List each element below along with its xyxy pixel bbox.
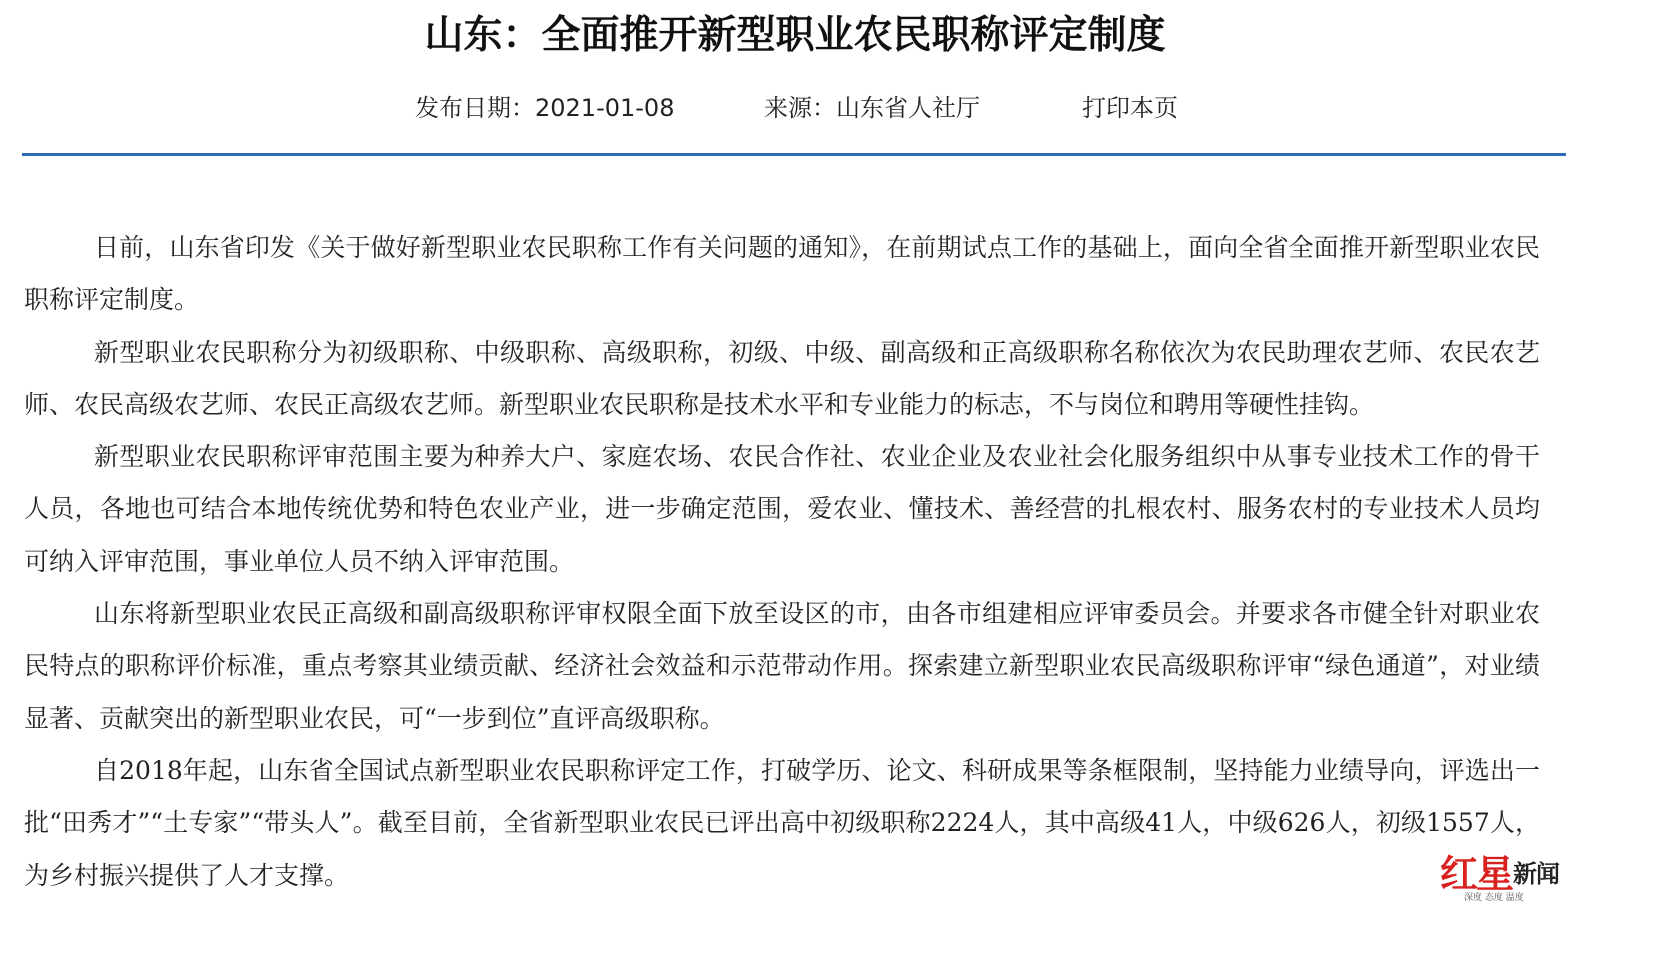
print-page-link[interactable]: 打印本页 — [1082, 94, 1178, 122]
logo-brand-black: 新闻 — [1513, 859, 1559, 888]
logo-slogan: 深度 态度 温度 — [1464, 893, 1524, 903]
paragraph: 日前，山东省印发《关于做好新型职业农民职称工作有关问题的通知》，在前期试点工作的基础上，面向全省全面推开新型职业农民职称评定制度。 — [24, 233, 1540, 315]
logo-brand-red: 红星 — [1440, 852, 1513, 896]
article-meta — [0, 88, 1674, 128]
paragraph: 新型职业农民职称评审范围主要为种养大户、家庭农场、农民合作社、农业企业及农业社会化服务组织中从事专业技术工作的骨干人员，各地也可结合本地传统优势和特色农业产业，进一步确定范围，爱农业、懂技术、善经营的扎根农村、服务农村的专业技术人员均可纳入评审范围，事业单位人员不纳入评审范围。 — [24, 442, 1540, 576]
paragraph: 山东将新型职业农民正高级和副高级职称评审权限全面下放至设区的市，由各市组建相应评审委员会。并要求各市健全针对职业农民特点的职称评价标准，重点考察其业绩贡献、经济社会效益和示范带动作用。探索建立新型职业农民高级职称评审“绿色通道”，对业绩显著、贡献突出的新型职业农民，可“一步到位”直评高级职称。 — [24, 599, 1540, 733]
article-body — [24, 222, 1540, 902]
publish-date: 发布日期：2021-01-08 — [415, 94, 675, 122]
paragraph: 新型职业农民职称分为初级职称、中级职称、高级职称，初级、中级、副高级和正高级职称名称依次为农民助理农艺师、农民农艺师、农民高级农艺师、农民正高级农艺师。新型职业农民职称是技术水平和专业能力的标志，不与岗位和聘用等硬性挂钩。 — [24, 337, 1540, 419]
article-source: 来源：山东省人社厅 — [764, 94, 980, 122]
title-divider — [22, 153, 1566, 156]
paragraph: 自2018年起，山东省全国试点新型职业农民职称评定工作，打破学历、论文、科研成果等条框限制，坚持能力业绩导向，评选出一批“田秀才”“土专家”“带头人”。截至目前，全省新型职业农民已评出高中初级职称2224人，其中高级41人，中级626人，初级1557人，为乡村振兴提供了人才支撑。 — [24, 755, 1540, 890]
article-title: 山东：全面推开新型职业农民职称评定制度 — [424, 13, 1166, 58]
hongxing-news-watermark-logo — [1440, 852, 1564, 904]
